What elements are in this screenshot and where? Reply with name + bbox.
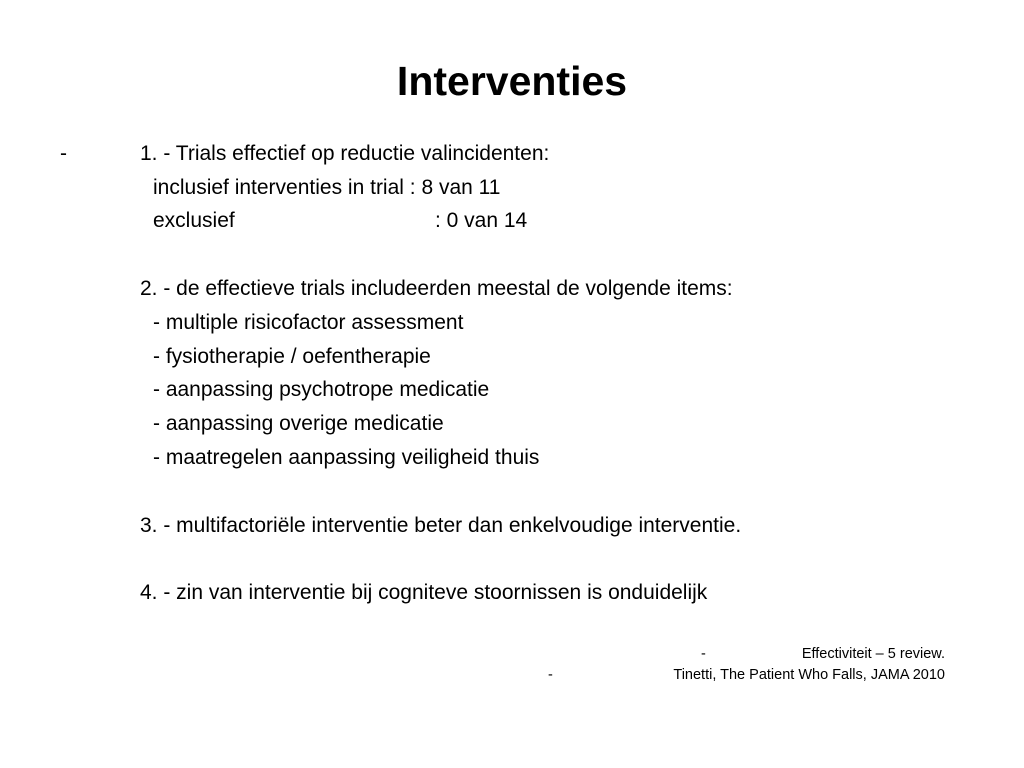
reference-1-text: Effectiviteit – 5 review.: [801, 646, 945, 662]
point-2-item: - fysiotherapie / oefentherapie: [153, 345, 431, 368]
point-2-item: - aanpassing psychotrope medicatie: [153, 378, 490, 401]
point-1-exclusive: [153, 208, 528, 234]
point-2-item: - aanpassing overige medicatie: [153, 412, 444, 435]
reference-2-dash: -: [548, 667, 553, 683]
exclusive-value: : 0 van 14: [435, 209, 528, 232]
reference-1-dash: -: [701, 646, 706, 662]
point-2-item: - multiple risicofactor assessment: [153, 311, 464, 334]
slide-title: Interventies: [396, 58, 628, 104]
point-3: 3. - multifactoriële interventie beter dan enkelvoudige interventie.: [140, 514, 742, 537]
point-2-item: - maatregelen aanpassing veiligheid thuis: [153, 446, 540, 469]
bullet-dash: -: [60, 142, 67, 165]
exclusive-label: exclusief: [153, 209, 235, 232]
point-2-heading: 2. - de effectieve trials includeerden meestal de volgende items:: [140, 277, 733, 300]
point-1-heading: 1. - Trials effectief op reductie valincidenten:: [140, 142, 550, 165]
point-1-inclusive: inclusief interventies in trial : 8 van 11: [153, 176, 501, 199]
point-4: 4. - zin van interventie bij cogniteve stoornissen is onduidelijk: [140, 581, 708, 604]
reference-2-text: Tinetti, The Patient Who Falls, JAMA 2010: [673, 667, 945, 683]
